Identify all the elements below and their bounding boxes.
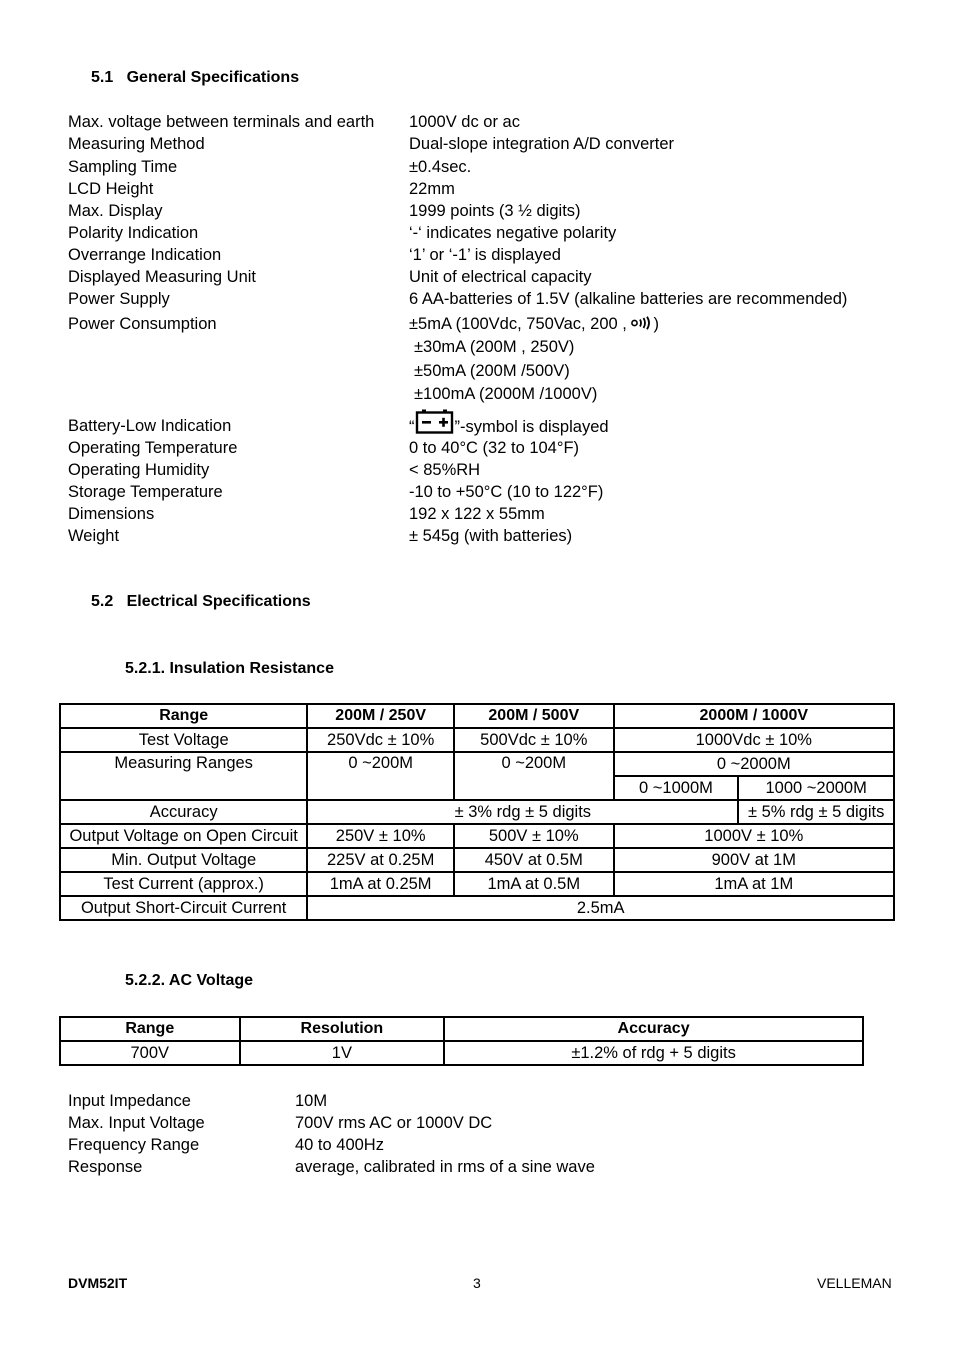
row-label: Test Voltage	[60, 728, 307, 752]
table-row	[60, 752, 894, 776]
spec-value: Dual-slope integration A/D converter	[409, 135, 675, 153]
section-title: Electrical Specifications	[126, 593, 311, 610]
power-line1-end: )	[653, 315, 659, 333]
power-consumption-line4: ±100mA (2000M /1000V)	[414, 385, 598, 403]
table-row	[60, 728, 894, 752]
spec-label: Dimensions	[68, 505, 155, 523]
spec-value: 192 x 122 x 55mm	[409, 505, 545, 523]
header-2000m-1000v: 2000M / 1000V	[614, 704, 894, 728]
battery-open-quote: “	[409, 418, 415, 436]
spec-label: Operating Humidity	[68, 461, 210, 479]
cell: 225V at 0.25M	[307, 848, 454, 872]
spec-value: ±0.4sec.	[409, 158, 472, 176]
spec-label: Polarity Indication	[68, 224, 199, 242]
spec-label: Displayed Measuring Unit	[68, 268, 257, 286]
continuity-sound-icon	[631, 316, 653, 335]
cell: 700V	[60, 1041, 240, 1065]
spec-label: Operating Temperature	[68, 439, 238, 457]
spec-label: Power Supply	[68, 290, 170, 308]
table-header-row	[60, 1017, 863, 1041]
row-label: Output Short-Circuit Current	[60, 896, 307, 920]
spec-value: ± 545g (with batteries)	[409, 527, 573, 545]
cell: 1V	[240, 1041, 445, 1065]
row-label: Measuring Ranges	[60, 752, 307, 800]
footer-model: DVM52IT	[68, 1275, 128, 1291]
cell: 0 ~200M	[454, 752, 614, 800]
section-5-2-1-heading: 5.2.1. Insulation Resistance	[125, 660, 334, 677]
cell: 500V ± 10%	[454, 824, 614, 848]
section-5-1-heading	[91, 69, 299, 87]
section-title: General Specifications	[126, 69, 300, 86]
header-resolution: Resolution	[240, 1017, 445, 1041]
spec-label: Frequency Range	[68, 1136, 200, 1154]
table-row	[60, 800, 894, 824]
section-5-2-heading	[91, 593, 311, 611]
header-range: Range	[60, 1017, 240, 1041]
battery-low-value	[409, 409, 609, 440]
header-range: Range	[60, 704, 307, 728]
cell: 0 ~2000M	[614, 752, 894, 776]
cell: 1000Vdc ± 10%	[614, 728, 894, 752]
footer-brand: VELLEMAN	[817, 1275, 892, 1291]
cell: 250Vdc ± 10%	[307, 728, 454, 752]
table-row	[60, 896, 894, 920]
spec-value: ‘-‘ indicates negative polarity	[409, 224, 617, 242]
row-label: Accuracy	[60, 800, 307, 824]
spec-label: Measuring Method	[68, 135, 205, 153]
cell: 900V at 1M	[614, 848, 894, 872]
spec-label: Input Impedance	[68, 1092, 191, 1110]
spec-label: Max. voltage between terminals and earth	[68, 113, 375, 131]
header-200m-500v: 200M / 500V	[454, 704, 614, 728]
battery-low-label: Battery-Low Indication	[68, 417, 232, 435]
spec-value: 1999 points (3 ½ digits)	[409, 202, 581, 220]
spec-value: 1000V dc or ac	[409, 113, 520, 131]
table-row	[60, 824, 894, 848]
cell: 1000 ~2000M	[738, 776, 894, 800]
spec-value: 40 to 400Hz	[295, 1136, 384, 1154]
spec-label: Max. Input Voltage	[68, 1114, 205, 1132]
footer-page-number: 3	[473, 1275, 481, 1291]
cell: 1mA at 1M	[614, 872, 894, 896]
cell: 1mA at 0.25M	[307, 872, 454, 896]
spec-value: 700V rms AC or 1000V DC	[295, 1114, 493, 1132]
power-consumption-line3: ±50mA (200M /500V)	[414, 362, 570, 380]
spec-label: Sampling Time	[68, 158, 178, 176]
header-accuracy: Accuracy	[444, 1017, 863, 1041]
table-row	[60, 848, 894, 872]
row-label: Output Voltage on Open Circuit	[60, 824, 307, 848]
power-consumption-line1	[409, 315, 659, 335]
cell: 1000V ± 10%	[614, 824, 894, 848]
cell: 1mA at 0.5M	[454, 872, 614, 896]
section-number: 5.2	[91, 593, 114, 610]
table-row	[60, 872, 894, 896]
battery-value-text: ”-symbol is displayed	[454, 418, 609, 436]
spec-label: Weight	[68, 527, 120, 545]
battery-icon	[415, 409, 455, 440]
spec-value: ‘1’ or ‘-1’ is displayed	[409, 246, 561, 264]
cell: 250V ± 10%	[307, 824, 454, 848]
ac-voltage-table	[59, 1016, 864, 1066]
header-200m-250v: 200M / 250V	[307, 704, 454, 728]
spec-value: Unit of electrical capacity	[409, 268, 592, 286]
row-label: Min. Output Voltage	[60, 848, 307, 872]
section-number: 5.1	[91, 69, 114, 86]
power-consumption-line2: ±30mA (200M , 250V)	[414, 338, 575, 356]
cell: ± 5% rdg ± 5 digits	[738, 800, 894, 824]
insulation-resistance-table	[59, 703, 895, 921]
spec-value: 22mm	[409, 180, 455, 198]
spec-label: LCD Height	[68, 180, 154, 198]
spec-label: Storage Temperature	[68, 483, 223, 501]
power-consumption-label: Power Consumption	[68, 315, 217, 333]
spec-label: Max. Display	[68, 202, 163, 220]
row-label: Test Current (approx.)	[60, 872, 307, 896]
cell: ± 3% rdg ± 5 digits	[307, 800, 738, 824]
cell: 0 ~1000M	[614, 776, 739, 800]
spec-value: < 85%RH	[409, 461, 481, 479]
cell: 500Vdc ± 10%	[454, 728, 614, 752]
spec-label: Overrange Indication	[68, 246, 222, 264]
spec-value: 6 AA-batteries of 1.5V (alkaline batteries are recommended)	[409, 290, 848, 308]
cell: 450V at 0.5M	[454, 848, 614, 872]
section-5-2-2-heading: 5.2.2. AC Voltage	[125, 972, 254, 989]
spec-label: Response	[68, 1158, 143, 1176]
spec-value: -10 to +50°C (10 to 122°F)	[409, 483, 604, 501]
cell: 0 ~200M	[307, 752, 454, 800]
cell: ±1.2% of rdg + 5 digits	[444, 1041, 863, 1065]
spec-value: 10M	[295, 1092, 328, 1110]
table-row	[60, 1041, 863, 1065]
table-header-row	[60, 704, 894, 728]
spec-value: 0 to 40°C (32 to 104°F)	[409, 439, 580, 457]
cell: 2.5mA	[307, 896, 894, 920]
power-line1-text: ±5mA (100Vdc, 750Vac, 200 ,	[409, 315, 627, 333]
spec-value: average, calibrated in rms of a sine wave	[295, 1158, 595, 1176]
